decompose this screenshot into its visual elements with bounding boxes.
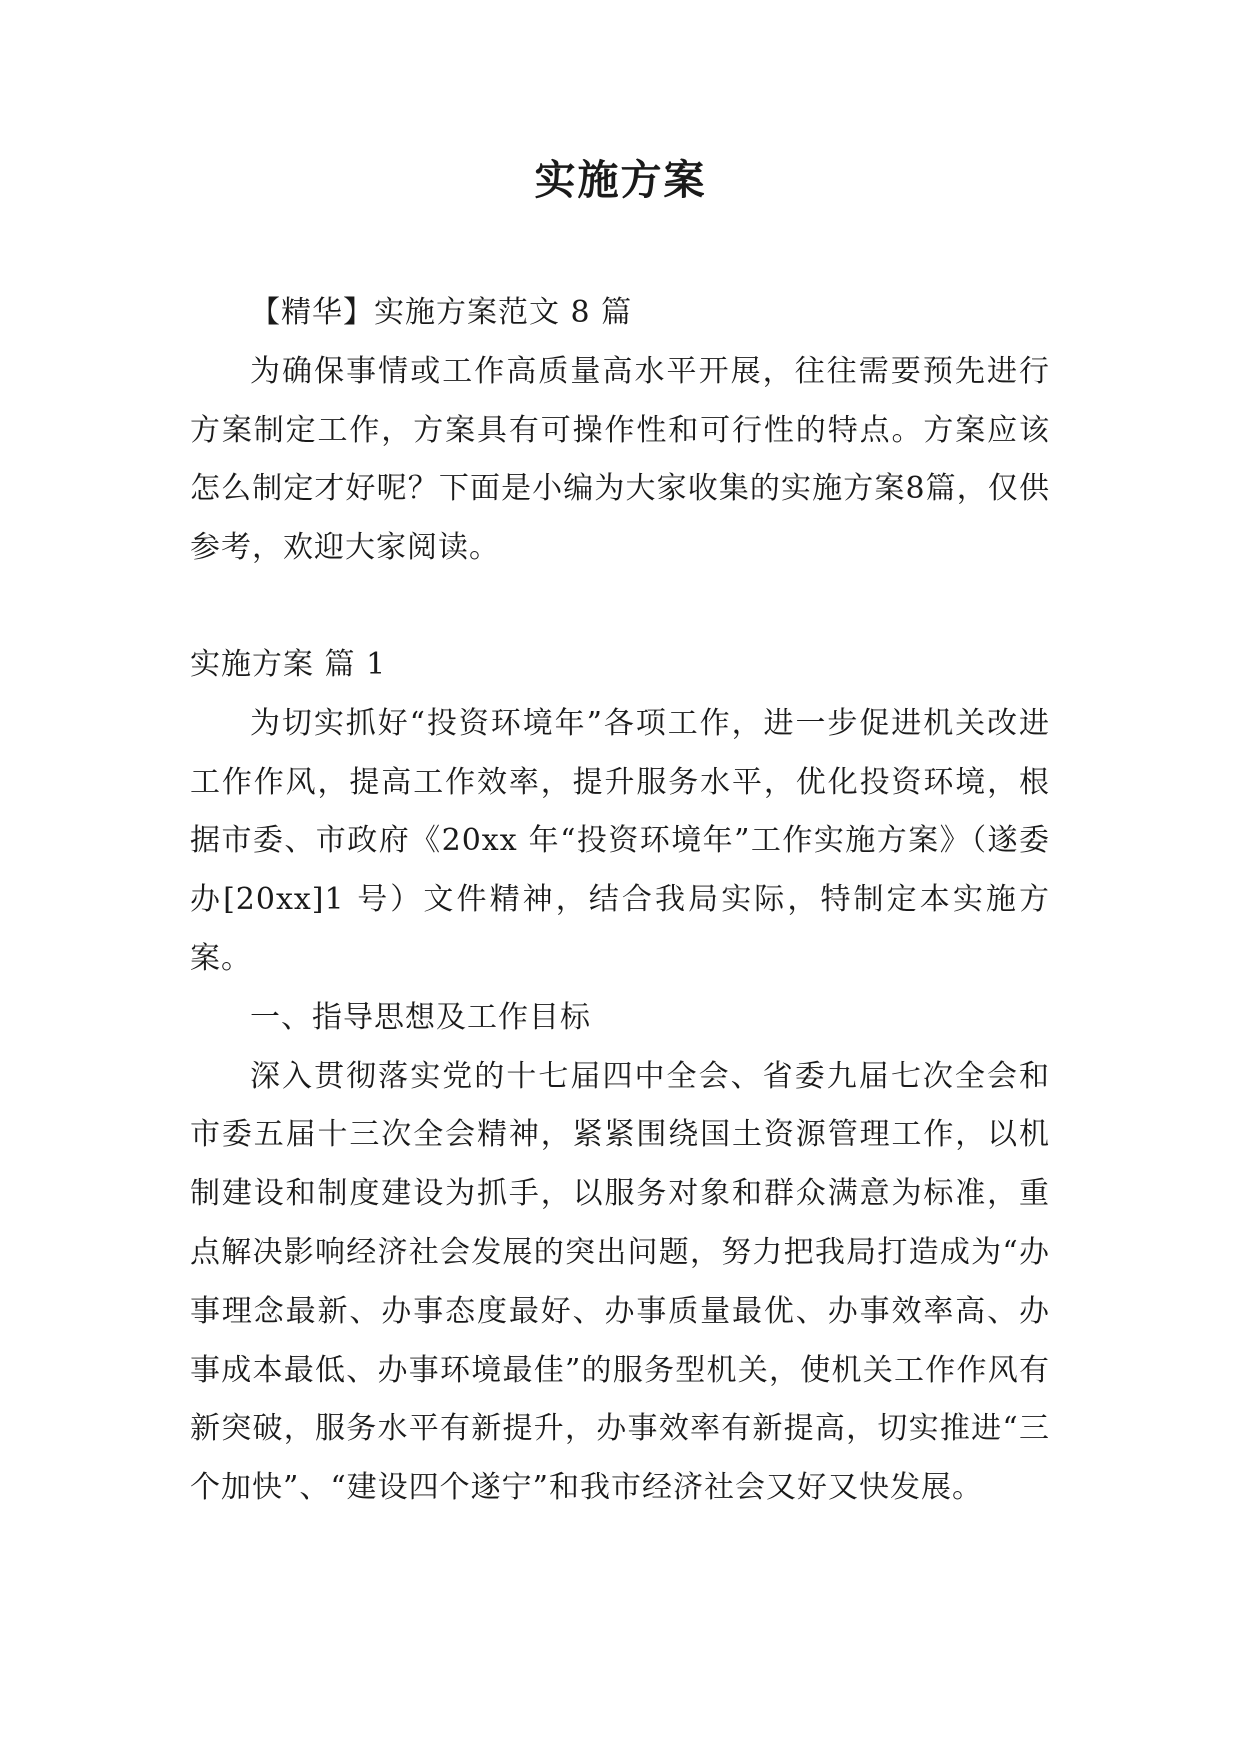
paragraph-spacer bbox=[190, 578, 1050, 636]
document-title: 实施方案 bbox=[534, 156, 707, 204]
intro-heading: 【精华】实施方案范文 8 篇 bbox=[250, 295, 633, 330]
document-body bbox=[190, 284, 1050, 1518]
subsection-heading: 一、指导思想及工作目标 bbox=[250, 999, 591, 1035]
body-paragraph: 深入贯彻落实党的十七届四中全会、省委九届七次全会和市委五届十三次全会精神，紧紧围绕国土资源管理工作，以机制建设和制度建设为抓手，以服务对象和群众满意为标准，重点解决影响经济社会发展的突出问题，努力把我局打造成为“办事理念最新、办事态度最好、办事质量最优、办事效率高、办事成本最低、办事环境最佳”的服务型机关，使机关工作作风有新突破，服务水平有新提升，办事效率有新提高，切实推进“三个加快”、“建设四个遂宁”和我市经济社会又好又快发展。 bbox=[190, 1058, 1050, 1506]
intro-paragraph: 为确保事情或工作高质量高水平开展，往往需要预先进行方案制定工作，方案具有可操作性和可行性的特点。方案应该怎么制定才好呢？下面是小编为大家收集的实施方案8篇，仅供参考，欢迎大家阅读。 bbox=[190, 353, 1050, 566]
body-paragraph: 为切实抓好“投资环境年”各项工作，进一步促进机关改进工作作风，提高工作效率，提升服务水平，优化投资环境，根据市委、市政府《20xx 年“投资环境年”工作实施方案》（遂委办[20xx]1 号）文件精神，结合我局实际，特制定本实施方案。 bbox=[190, 705, 1050, 976]
section-heading: 实施方案 篇 1 bbox=[190, 646, 387, 682]
